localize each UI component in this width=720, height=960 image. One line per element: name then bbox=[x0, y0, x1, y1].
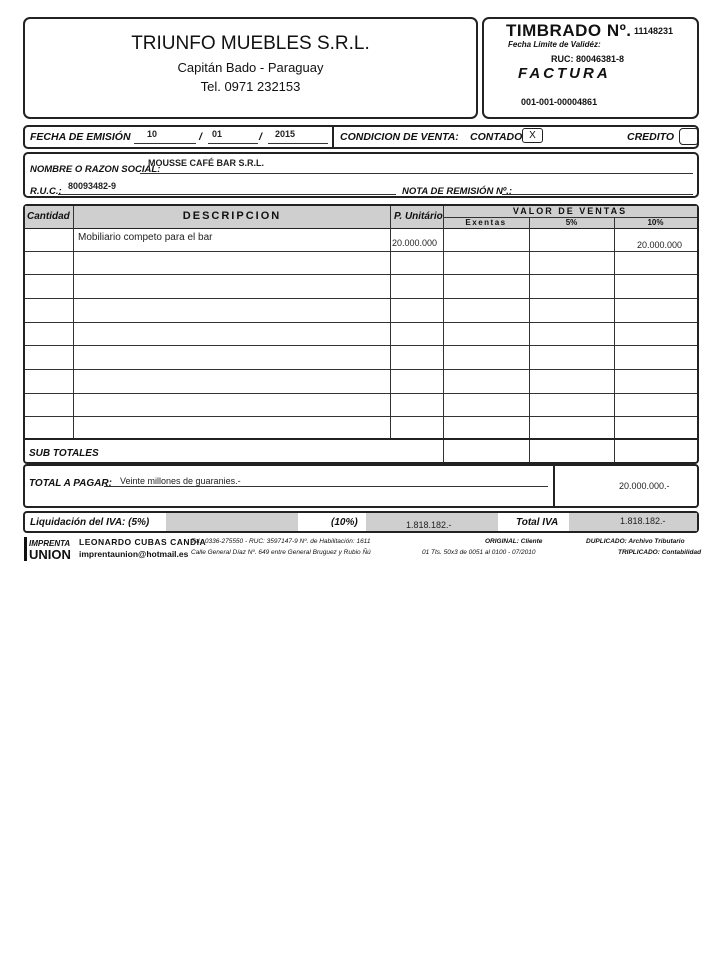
printer-email: imprentaunion@hotmail.es bbox=[79, 549, 189, 559]
timbrado-number: 11148231 bbox=[634, 26, 674, 36]
row-line bbox=[25, 345, 697, 346]
emission-divider bbox=[332, 125, 334, 149]
contado-mark: X bbox=[529, 130, 536, 141]
total-iva-label: Total IVA bbox=[516, 517, 559, 528]
contado-checkbox[interactable] bbox=[522, 128, 543, 143]
col-line-4 bbox=[529, 217, 530, 462]
credito-checkbox[interactable] bbox=[679, 128, 699, 145]
subtotals-top-line bbox=[25, 438, 697, 440]
credito-label: CREDITO bbox=[627, 131, 675, 143]
row-line bbox=[25, 369, 697, 370]
day-underline bbox=[134, 143, 196, 144]
col-header-valor-ventas: VALOR DE VENTAS bbox=[512, 206, 628, 216]
customer-ruc-underline bbox=[58, 194, 396, 195]
customer-ruc: 80093482-9 bbox=[68, 181, 117, 191]
col-header-descripcion: DESCRIPCION bbox=[182, 210, 282, 222]
sale-condition-label: CONDICION DE VENTA: bbox=[340, 131, 459, 143]
print-run: 01 Tts. 50x3 de 0051 al 0100 - 07/2010 bbox=[422, 549, 536, 556]
month-underline bbox=[208, 143, 258, 144]
customer-name-underline bbox=[140, 173, 693, 174]
customer-name-label: NOMBRE O RAZON SOCIAL: bbox=[30, 164, 161, 175]
emission-month: 01 bbox=[212, 129, 223, 139]
item-ten-pct: 20.000.000 bbox=[637, 240, 683, 250]
total-label: TOTAL A PAGAR: bbox=[29, 478, 112, 489]
svg-text:IMPRENTA: IMPRENTA bbox=[29, 539, 71, 548]
row-line bbox=[25, 274, 697, 275]
col-header-10pct: 10% bbox=[647, 218, 664, 227]
copy-original: ORIGINAL: Cliente bbox=[485, 538, 543, 545]
item-description: Mobiliario competo para el bar bbox=[78, 232, 213, 243]
row-line bbox=[25, 322, 697, 323]
col-line-3 bbox=[443, 206, 444, 462]
printer-name: LEONARDO CUBAS CANDIA bbox=[79, 537, 207, 547]
col-header-cantidad: Cantidad bbox=[27, 211, 70, 222]
item-unit-price: 20.000.000 bbox=[392, 238, 438, 248]
contado-label: CONTADO bbox=[470, 131, 523, 143]
total-words-underline bbox=[104, 486, 548, 487]
row-line bbox=[25, 298, 697, 299]
row-line bbox=[25, 251, 697, 252]
total-iva-value: 1.818.182.- bbox=[620, 516, 666, 526]
customer-box bbox=[23, 152, 699, 198]
iva5-field bbox=[166, 513, 298, 531]
printer-address: Calle General Díaz Nº. 649 entre General Bruguez y Rubio Ñú bbox=[191, 549, 371, 556]
timbrado-label: TIMBRADO Nº. bbox=[506, 21, 632, 40]
col-header-unitario: P. Unitário bbox=[394, 211, 443, 222]
row-line bbox=[25, 393, 697, 394]
iva10-label: (10%) bbox=[331, 517, 358, 528]
copy-duplicado: DUPLICADO: Archivo Tributario bbox=[586, 538, 685, 545]
total-amount: 20.000.000.- bbox=[619, 481, 670, 491]
timbrado-ruc: RUC: 80046381-8 bbox=[551, 54, 625, 64]
emission-year: 2015 bbox=[275, 129, 296, 139]
copy-triplicado: TRIPLICADO: Contabilidad bbox=[618, 549, 702, 556]
company-city: Capitán Bado - Paraguay bbox=[177, 60, 324, 75]
total-words: Veinte millones de guaranies.- bbox=[120, 476, 241, 486]
col-header-exentas: Exentas bbox=[465, 218, 507, 227]
row-line bbox=[25, 416, 697, 417]
emission-label: FECHA DE EMISIÓN bbox=[30, 131, 131, 143]
company-name: TRIUNFO MUEBLES S.R.L. bbox=[131, 33, 370, 54]
col-header-5pct: 5% bbox=[565, 218, 578, 227]
subtotals-label: SUB TOTALES bbox=[29, 448, 99, 459]
customer-name: MOUSSE CAFÉ BAR S.R.L. bbox=[148, 158, 265, 168]
remision-label: NOTA DE REMISIÓN Nº.: bbox=[402, 186, 513, 197]
doc-type-factura: FACTURA bbox=[518, 65, 611, 82]
iva-label: Liquidación del IVA: (5%) bbox=[30, 517, 150, 528]
iva10-value: 1.818.182.- bbox=[406, 520, 452, 530]
printer-logo bbox=[24, 537, 72, 561]
customer-ruc-label: R.U.C.: bbox=[30, 186, 62, 197]
emission-day: 10 bbox=[147, 129, 158, 139]
invoice-number: 001-001-00004861 bbox=[521, 97, 598, 107]
total-divider bbox=[553, 464, 555, 508]
emission-sep-2: / bbox=[259, 131, 262, 143]
table-header-bottom bbox=[25, 228, 697, 229]
col-line-5 bbox=[614, 217, 615, 462]
items-table bbox=[23, 204, 699, 464]
company-phone: Tel. 0971 232153 bbox=[200, 79, 301, 94]
printer-info: Tel.: 0336-275550 - RUC: 3597147-9 Nº. de Habilitación: 1611 bbox=[191, 538, 371, 545]
svg-text:UNION: UNION bbox=[29, 547, 71, 561]
printer-logo-icon bbox=[24, 537, 72, 561]
remision-underline bbox=[502, 194, 693, 195]
emission-sep-1: / bbox=[199, 131, 202, 143]
year-underline bbox=[268, 143, 328, 144]
validity-label: Fecha Límite de Validéz: bbox=[508, 40, 601, 49]
